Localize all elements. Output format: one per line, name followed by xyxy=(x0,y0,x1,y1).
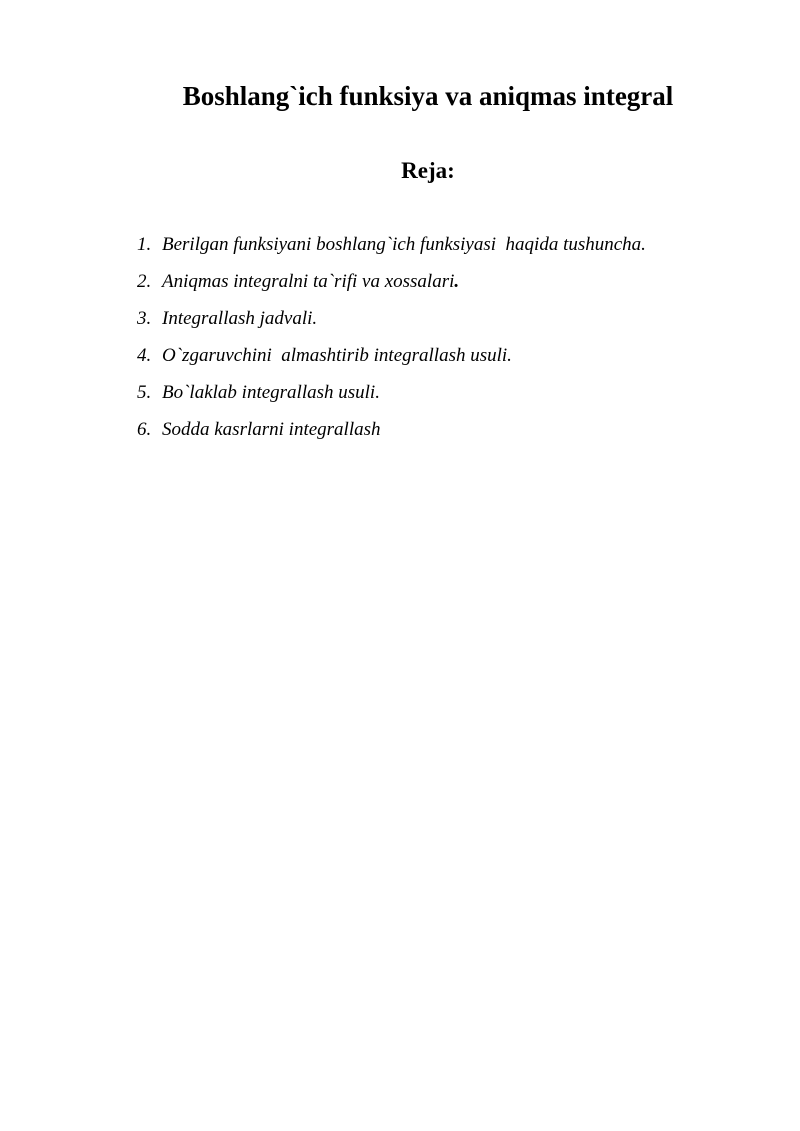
plan-item-number: 3. xyxy=(137,308,152,329)
plan-list xyxy=(137,226,646,448)
plan-heading: Reja: xyxy=(401,158,455,183)
plan-item-number: 5. xyxy=(137,382,152,403)
plan-item-text: Sodda kasrlarni integrallash xyxy=(162,419,381,440)
plan-item-text: Bo`laklab integrallash usuli. xyxy=(162,382,380,403)
plan-item-3 xyxy=(137,300,646,337)
plan-item-1 xyxy=(137,226,646,263)
plan-item-number: 4. xyxy=(137,345,152,366)
plan-item-number: 6. xyxy=(137,419,152,440)
plan-item-5 xyxy=(137,374,646,411)
plan-item-text: O`zgaruvchini almashtirib integrallash usuli. xyxy=(162,345,512,366)
plan-item-number: 2. xyxy=(137,271,152,292)
plan-item-6 xyxy=(137,411,646,448)
plan-item-2 xyxy=(137,263,646,300)
plan-item-number: 1. xyxy=(137,234,152,255)
document-title: Boshlang`ich funksiya va aniqmas integral xyxy=(182,81,674,111)
plan-item-text: Aniqmas integralni ta`rifi va xossalari. xyxy=(162,271,460,292)
plan-item-text: Berilgan funksiyani boshlang`ich funksiyasi haqida tushuncha. xyxy=(162,234,646,255)
plan-item-4 xyxy=(137,337,646,374)
plan-item-text: Integrallash jadvali. xyxy=(162,308,318,329)
